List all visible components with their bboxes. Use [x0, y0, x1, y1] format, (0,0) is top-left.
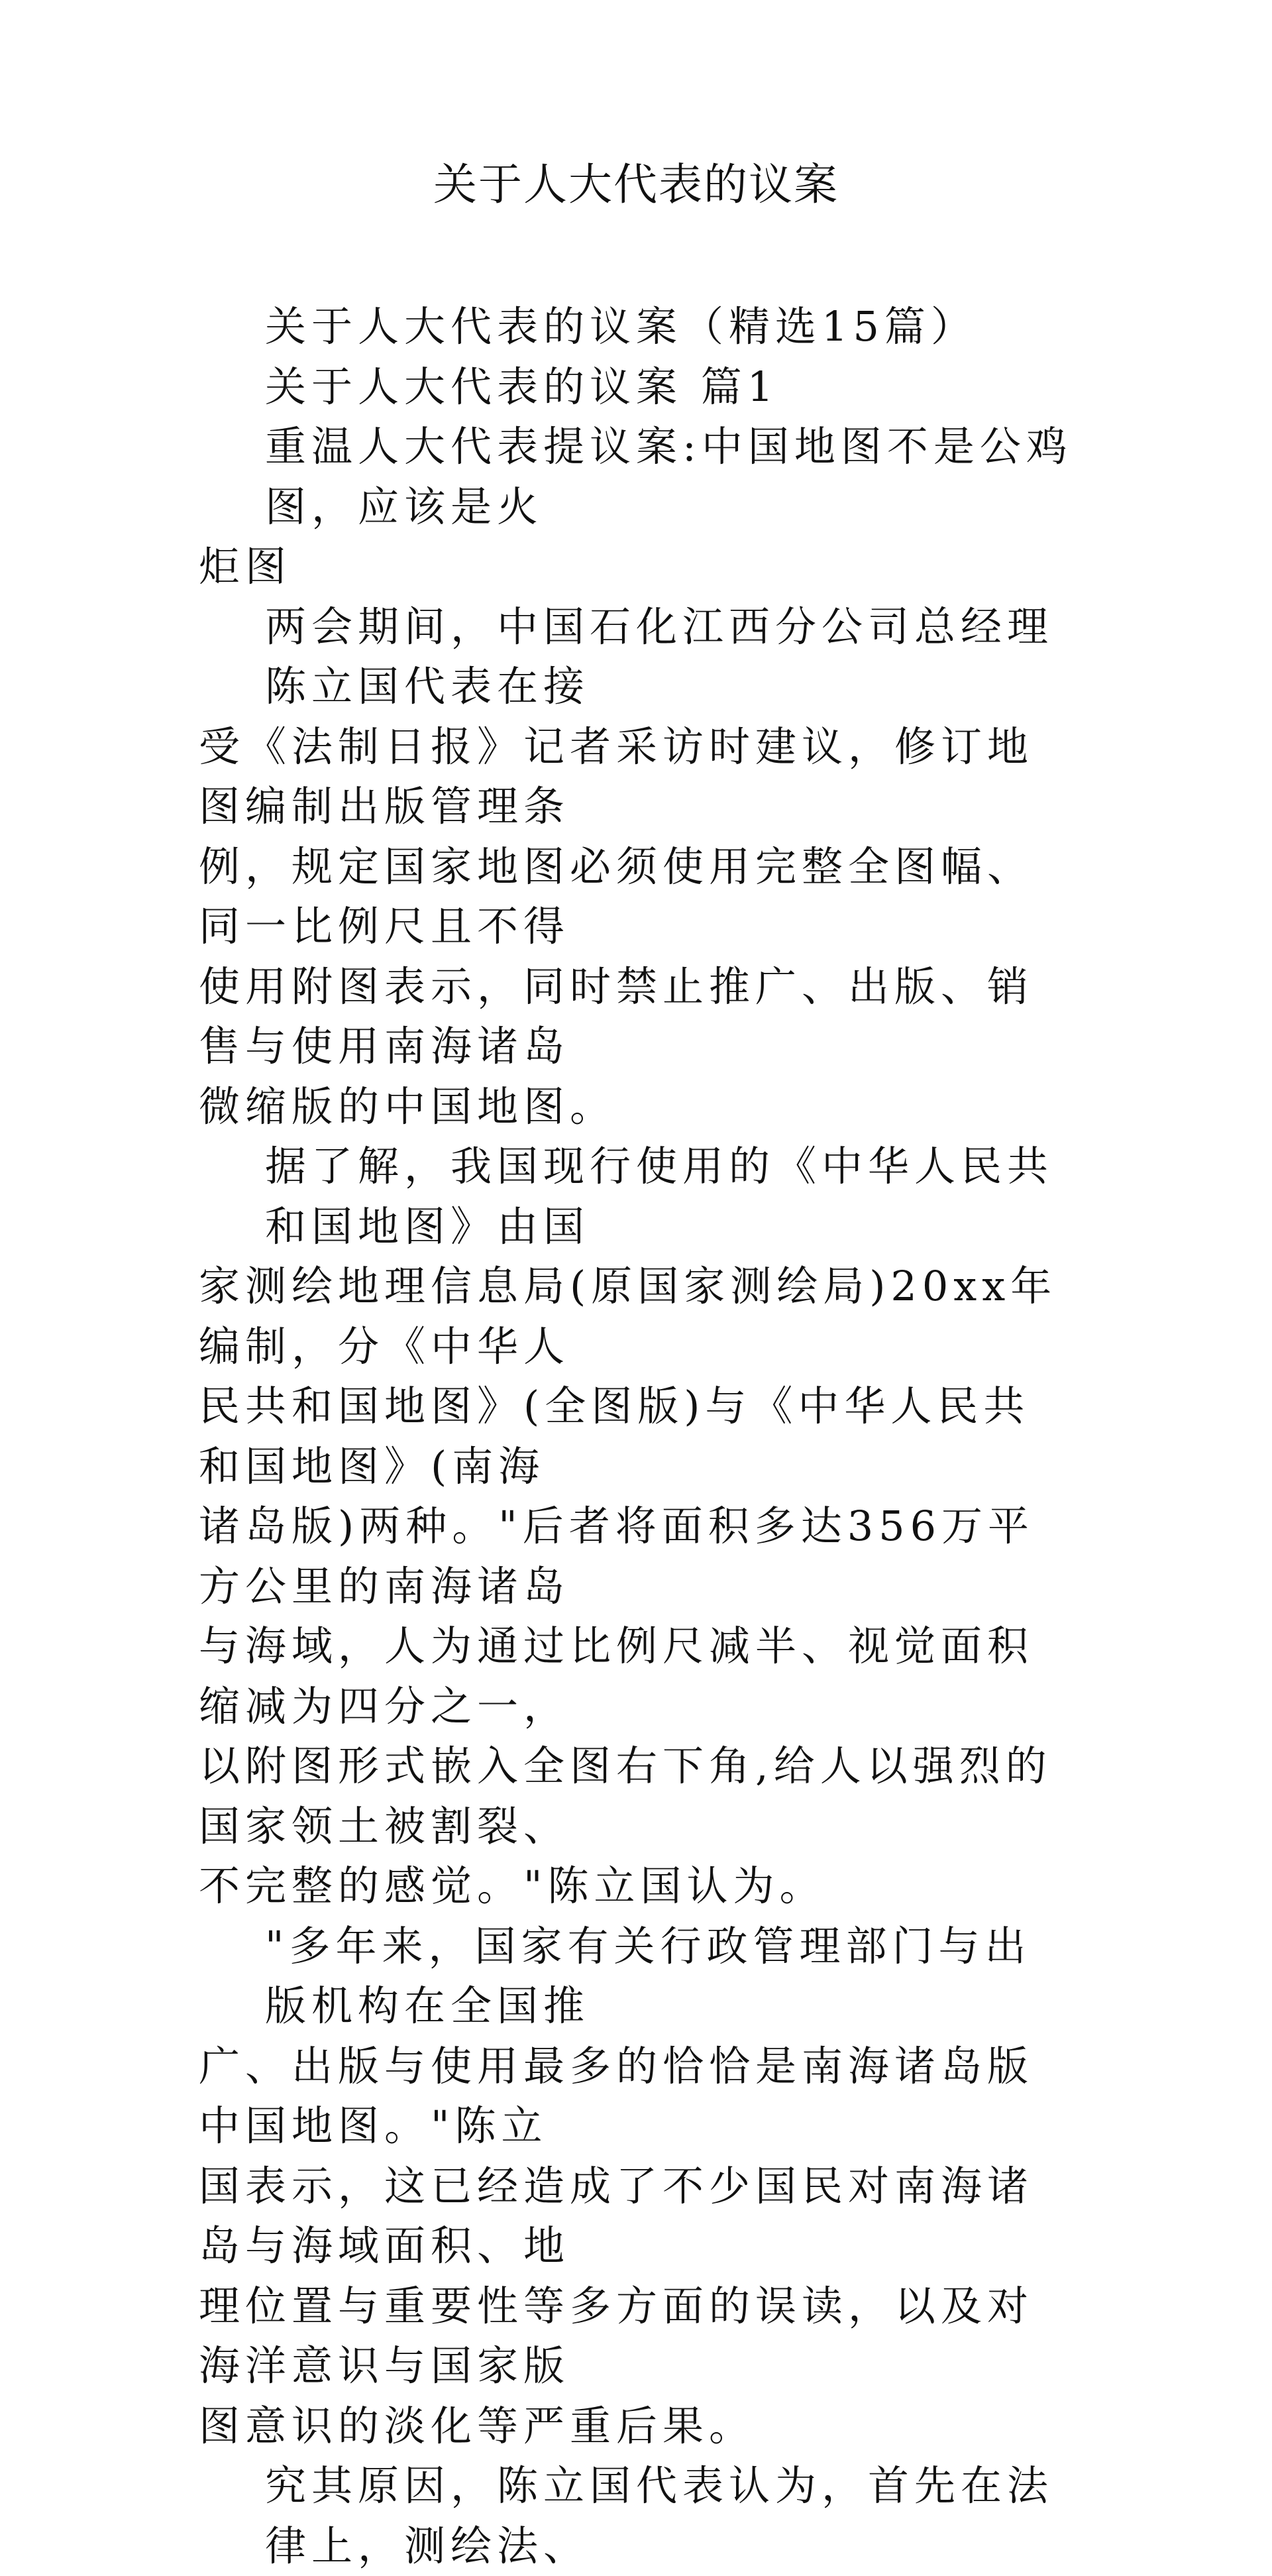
paragraph-line: 关于人大代表的议案 篇1 [265, 362, 779, 411]
document-body [199, 297, 1073, 2576]
paragraph-line: 不完整的感觉。"陈立国认为。 [199, 1862, 826, 1910]
paragraph-line: 微缩版的中国地图。 [199, 1082, 617, 1131]
paragraph [199, 597, 1073, 1137]
paragraph-line: 例，规定国家地图必须使用完整全图幅、同一比例尺且不得 [199, 842, 1034, 950]
paragraph-line: 关于人大代表的议案（精选15篇） [265, 302, 977, 351]
paragraph [199, 417, 1073, 597]
paragraph-line: 炬图 [199, 542, 292, 590]
paragraph-line: 究其原因，陈立国代表认为，首先在法律上，测绘法、 [265, 2461, 1054, 2570]
paragraph [199, 2456, 1073, 2576]
paragraph [199, 1137, 1073, 1917]
paragraph-line: 广、出版与使用最多的恰恰是南海诸岛版中国地图。"陈立 [199, 2041, 1034, 2150]
paragraph-line: 与海域，人为通过比例尺减半、视觉面积缩减为四分之一， [199, 1622, 1034, 1730]
paragraph [199, 1917, 1073, 2457]
paragraph-line: 理位置与重要性等多方面的误读，以及对海洋意识与国家版 [199, 2281, 1034, 2390]
paragraph-line: 受《法制日报》记者采访时建议，修订地图编制出版管理条 [199, 722, 1034, 830]
paragraph-line: 重温人大代表提议案:中国地图不是公鸡图，应该是火 [265, 422, 1073, 531]
paragraph-line: 诸岛版)两种。"后者将面积多达356万平方公里的南海诸岛 [199, 1502, 1035, 1610]
paragraph [199, 297, 1073, 357]
paragraph-line: 家测绘地理信息局(原国家测绘局)20xx年编制，分《中华人 [199, 1262, 1057, 1371]
paragraph-line: 国表示，这已经造成了不少国民对南海诸岛与海域面积、地 [199, 2161, 1034, 2270]
paragraph-line: 以附图形式嵌入全图右下角,给人以强烈的国家领土被割裂、 [199, 1742, 1052, 1850]
paragraph-line: 使用附图表示，同时禁止推广、出版、销售与使用南海诸岛 [199, 962, 1034, 1070]
paragraph-line: 图意识的淡化等严重后果。 [199, 2401, 756, 2450]
paragraph-line: 据了解，我国现行使用的《中华人民共和国地图》由国 [265, 1142, 1054, 1251]
paragraph-line: 民共和国地图》(全图版)与《中华人民共和国地图》(南海 [199, 1382, 1030, 1490]
document-title: 关于人大代表的议案 [433, 159, 839, 210]
paragraph [199, 357, 1073, 418]
paragraph-line: 两会期间，中国石化江西分公司总经理陈立国代表在接 [265, 602, 1054, 710]
paragraph-line: "多年来，国家有关行政管理部门与出版机构在全国推 [265, 1921, 1032, 2030]
